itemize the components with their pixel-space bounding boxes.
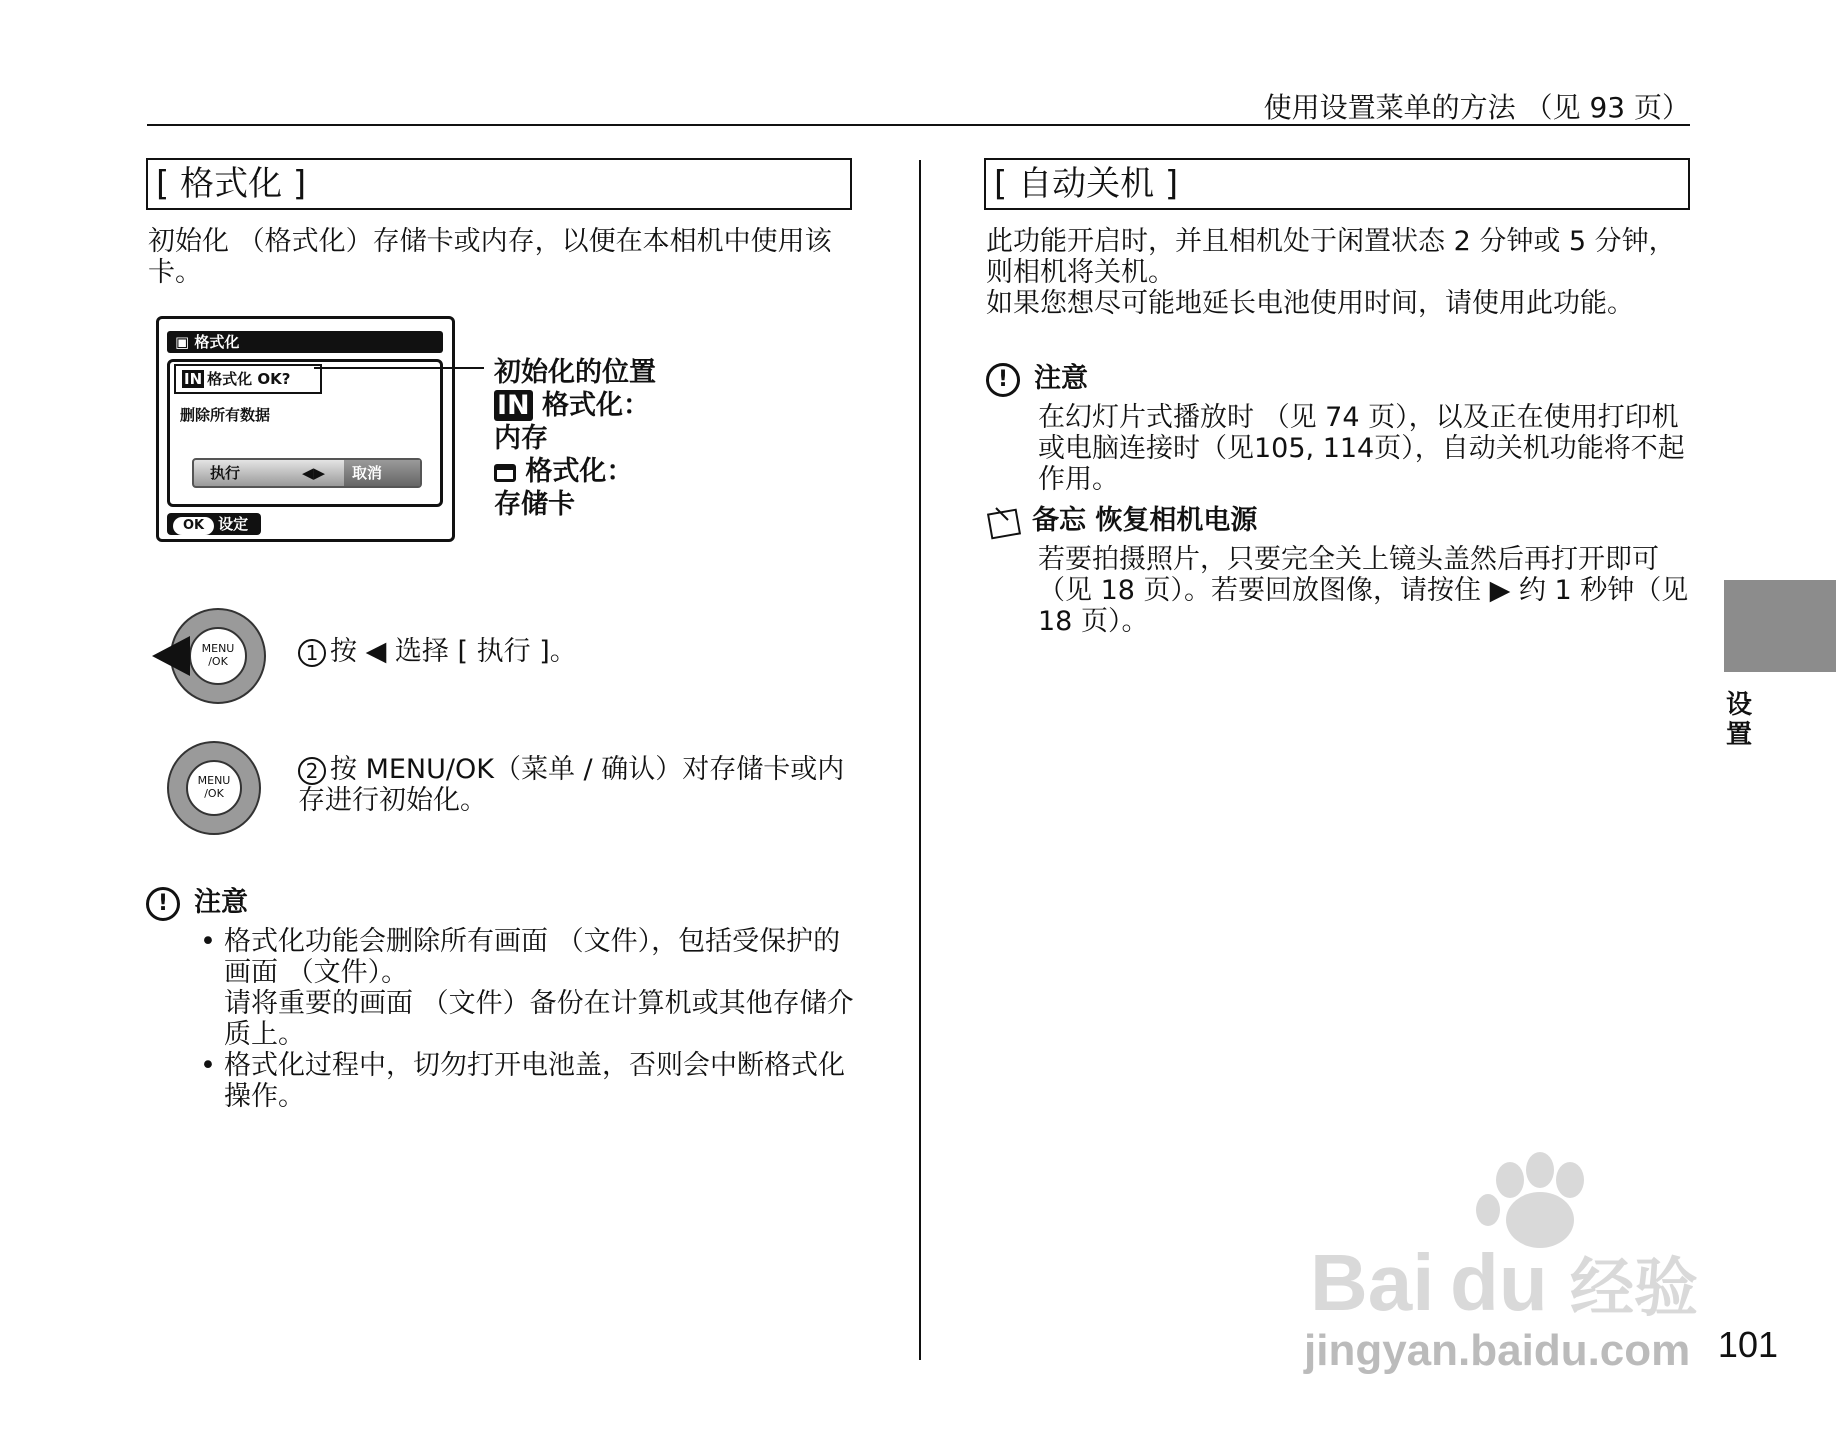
step-1-number: 1 xyxy=(298,639,326,667)
section-auto-off-title: [ 自动关机 ] xyxy=(994,164,1179,204)
lcd-delete-all: 删除所有数据 xyxy=(180,406,271,424)
right-note-text: 在幻灯片式播放时 （见 74 页），以及正在使用打印机或电脑连接时（见105, 114页），自动关机功能将不起作用。 xyxy=(1038,402,1685,495)
camera-lcd-screen xyxy=(156,316,455,542)
callout-internal-label: 格式化： xyxy=(532,390,651,421)
memory-card-icon xyxy=(494,464,516,482)
memo-heading-text: 备忘 恢复相机电源 xyxy=(1032,505,1258,536)
callout-internal-value: 内存 xyxy=(494,423,548,454)
memo-text: 若要拍摄照片，只要完全关上镜头盖然后再打开即可（见 18 页）。若要回放图像，请按住 ▶ 约 1 秒钟（见 18 页）。 xyxy=(1038,544,1689,637)
svg-text:Bai: Bai xyxy=(1310,1238,1435,1327)
lcd-question xyxy=(174,364,322,394)
section-format-title: [ 格式化 ] xyxy=(156,164,307,204)
auto-off-intro-1: 此功能开启时，并且相机处于闲置状态 2 分钟或 5 分钟，则相机将关机。 xyxy=(986,226,1676,288)
chapter-tab xyxy=(1724,580,1836,672)
lcd-ok-set xyxy=(167,513,261,535)
step-2 xyxy=(298,754,858,816)
format-menu-icon: ▣ xyxy=(175,333,195,351)
warning-icon: ! xyxy=(986,363,1020,397)
column-divider xyxy=(919,160,921,1360)
lcd-dialog xyxy=(167,359,443,507)
left-note-heading xyxy=(146,880,248,921)
step-1-text: 按 ◀ 选择 [ 执行 ]。 xyxy=(330,636,577,667)
note-item: • 格式化过程中，切勿打开电池盖，否则会中断格式化操作。 xyxy=(196,1050,856,1112)
header-rule xyxy=(147,124,1690,126)
svg-text:经验: 经验 xyxy=(1570,1252,1698,1326)
step-2-number: 2 xyxy=(298,757,326,785)
lcd-cancel: 取消 xyxy=(344,460,420,486)
callout-heading: 初始化的位置 xyxy=(494,357,656,388)
left-note-list xyxy=(196,926,856,1112)
section-auto-off-box xyxy=(984,158,1690,210)
lcd-question-text: 格式化 OK? xyxy=(207,370,291,388)
internal-memory-icon: IN xyxy=(494,390,533,421)
dial-left-press-diagram xyxy=(150,606,268,706)
dial-menu-ok-label-2: MENU /OK xyxy=(197,774,231,800)
auto-off-intro-2: 如果您想尽可能地延长电池使用时间，请使用此功能。 xyxy=(986,288,1634,319)
format-location-callout xyxy=(494,356,656,521)
memo-icon xyxy=(986,504,1022,540)
lcd-set-label: 设定 xyxy=(218,515,249,533)
step-2-text: 按 MENU/OK（菜单 / 确认）对存储卡或内存进行初始化。 xyxy=(298,754,845,816)
auto-off-intro xyxy=(986,226,1690,319)
callout-card-label: 格式化： xyxy=(516,456,634,487)
svg-text:du: du xyxy=(1450,1238,1548,1327)
ok-pill: OK xyxy=(173,517,214,535)
callout-line xyxy=(314,360,484,376)
dial-menu-ok-label: MENU /OK xyxy=(201,642,235,668)
lcd-choice-bar xyxy=(192,458,422,488)
chapter-tab-label: 设置 xyxy=(1726,690,1753,750)
lcd-execute: 执行 xyxy=(210,464,241,482)
lcd-title-bar xyxy=(167,331,443,353)
header-breadcrumb: 使用设置菜单的方法 （见 93 页） xyxy=(1263,91,1690,124)
memo-heading xyxy=(986,498,1257,540)
right-note-heading xyxy=(986,356,1088,397)
left-right-arrows-icon: ◀▶ xyxy=(302,464,326,482)
page-number: 101 xyxy=(1717,1324,1778,1365)
callout-card-value: 存储卡 xyxy=(494,489,575,520)
note-item-continuation: 请将重要的画面 （文件）备份在计算机或其他存储介质上。 xyxy=(224,988,854,1050)
warning-icon: ! xyxy=(146,887,180,921)
dial-menu-press-diagram xyxy=(166,740,262,836)
internal-memory-icon: IN xyxy=(184,370,203,388)
right-note-heading-text: 注意 xyxy=(1034,363,1088,394)
watermark-url: jingyan.baidu.com xyxy=(1304,1326,1691,1375)
left-note-heading-text: 注意 xyxy=(194,887,248,918)
step-1 xyxy=(298,636,858,667)
lcd-title: 格式化 xyxy=(194,333,240,351)
format-intro: 初始化 （格式化）存储卡或内存，以便在本相机中使用该卡。 xyxy=(148,226,832,288)
note-item: • 格式化功能会删除所有画面 （文件），包括受保护的画面 （文件）。 请将重要的画面 （文件）备份在计算机或其他存储介质上。 xyxy=(196,926,856,1050)
section-format-box xyxy=(146,158,852,210)
